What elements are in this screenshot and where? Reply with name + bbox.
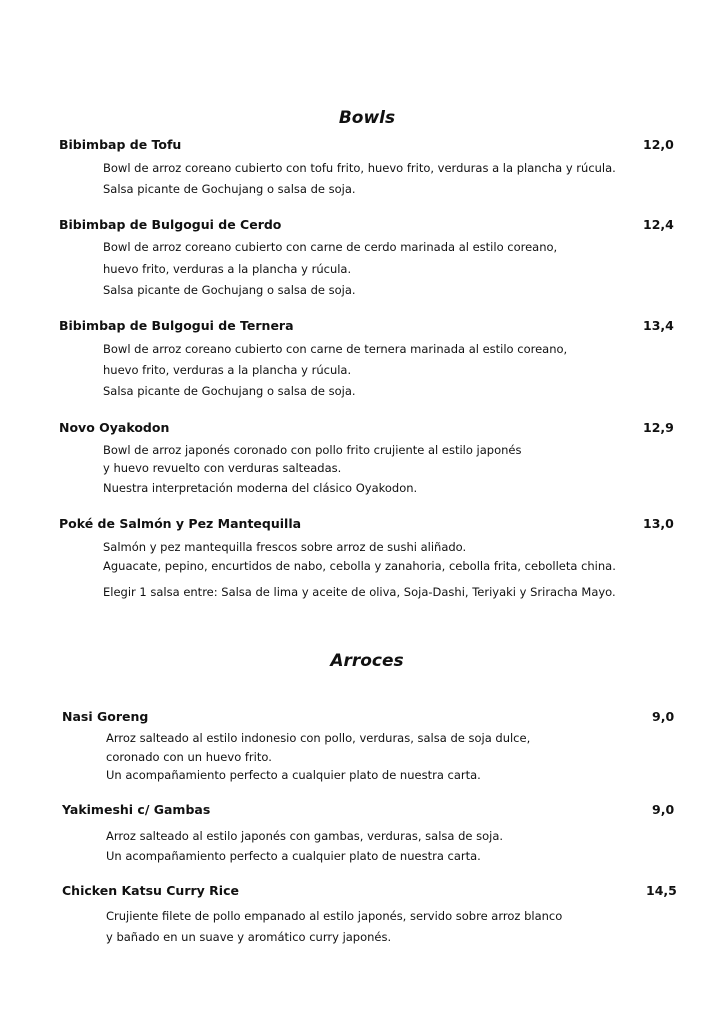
item-description-line: Salsa picante de Gochujang o salsa de soja. xyxy=(103,182,356,196)
menu-item-novo-oyakodon xyxy=(59,420,674,510)
item-price: 13,0 xyxy=(643,516,674,531)
item-description-line: Bowl de arroz japonés coronado con pollo frito crujiente al estilo japonés xyxy=(103,443,522,457)
item-description-line: huevo frito, verduras a la plancha y rúcula. xyxy=(103,363,352,377)
item-description-line: Arroz salteado al estilo japonés con gambas, verduras, salsa de soja. xyxy=(106,829,504,843)
item-price: 9,0 xyxy=(652,802,675,817)
item-description-line: huevo frito, verduras a la plancha y rúcula. xyxy=(103,262,352,276)
menu-item-poke-salmon xyxy=(59,516,674,606)
item-description-line: Bowl de arroz coreano cubierto con tofu frito, huevo frito, verduras a la plancha y rúcula. xyxy=(103,161,616,175)
item-name: Nasi Goreng xyxy=(62,709,149,724)
item-description-line: Salsa picante de Gochujang o salsa de soja. xyxy=(103,384,356,398)
section-title-arroces: Arroces xyxy=(330,651,404,671)
item-price: 9,0 xyxy=(652,709,675,724)
item-description-line: coronado con un huevo frito. xyxy=(106,750,272,764)
menu-item-bibimbap-ternera xyxy=(59,318,674,408)
item-description-line: y huevo revuelto con verduras salteadas. xyxy=(103,461,342,475)
item-price: 14,5 xyxy=(646,883,677,898)
item-name: Bibimbap de Bulgogui de Ternera xyxy=(59,318,294,333)
item-price: 12,9 xyxy=(643,420,674,435)
item-name: Bibimbap de Bulgogui de Cerdo xyxy=(59,217,282,232)
menu-item-bibimbap-tofu xyxy=(59,137,674,207)
item-description-line: Bowl de arroz coreano cubierto con carne de cerdo marinada al estilo coreano, xyxy=(103,240,558,254)
item-description-line: Arroz salteado al estilo indonesio con pollo, verduras, salsa de soja dulce, xyxy=(106,731,531,745)
item-price: 12,0 xyxy=(643,137,674,152)
item-description-line: Crujiente filete de pollo empanado al estilo japonés, servido sobre arroz blanco xyxy=(106,909,563,923)
item-description-line: Un acompañamiento perfecto a cualquier plato de nuestra carta. xyxy=(106,849,481,863)
item-description-line: Nuestra interpretación moderna del clásico Oyakodon. xyxy=(103,481,418,495)
item-name: Bibimbap de Tofu xyxy=(59,137,182,152)
item-description-line: Bowl de arroz coreano cubierto con carne de ternera marinada al estilo coreano, xyxy=(103,342,568,356)
item-name: Yakimeshi c/ Gambas xyxy=(62,802,211,817)
item-price: 12,4 xyxy=(643,217,674,232)
item-description-line: Aguacate, pepino, encurtidos de nabo, cebolla y zanahoria, cebolla frita, cebolleta china. xyxy=(103,559,616,573)
item-description-line: Salsa picante de Gochujang o salsa de soja. xyxy=(103,283,356,297)
item-name: Novo Oyakodon xyxy=(59,420,170,435)
item-name: Poké de Salmón y Pez Mantequilla xyxy=(59,516,302,531)
item-name: Chicken Katsu Curry Rice xyxy=(62,883,239,898)
menu-item-chicken-katsu-curry xyxy=(62,883,677,953)
item-description-line: y bañado en un suave y aromático curry japonés. xyxy=(106,930,392,944)
menu-item-yakimeshi-gambas xyxy=(62,802,674,872)
item-description-line: Salmón y pez mantequilla frescos sobre arroz de sushi aliñado. xyxy=(103,540,467,554)
menu-item-bibimbap-cerdo xyxy=(59,217,674,307)
item-description-line: Un acompañamiento perfecto a cualquier plato de nuestra carta. xyxy=(106,768,481,782)
item-description-line: Elegir 1 salsa entre: Salsa de lima y aceite de oliva, Soja-Dashi, Teriyaki y Sriracha Mayo. xyxy=(103,585,616,599)
item-price: 13,4 xyxy=(643,318,674,333)
menu-item-nasi-goreng xyxy=(62,709,674,789)
section-title-bowls: Bowls xyxy=(338,108,396,128)
